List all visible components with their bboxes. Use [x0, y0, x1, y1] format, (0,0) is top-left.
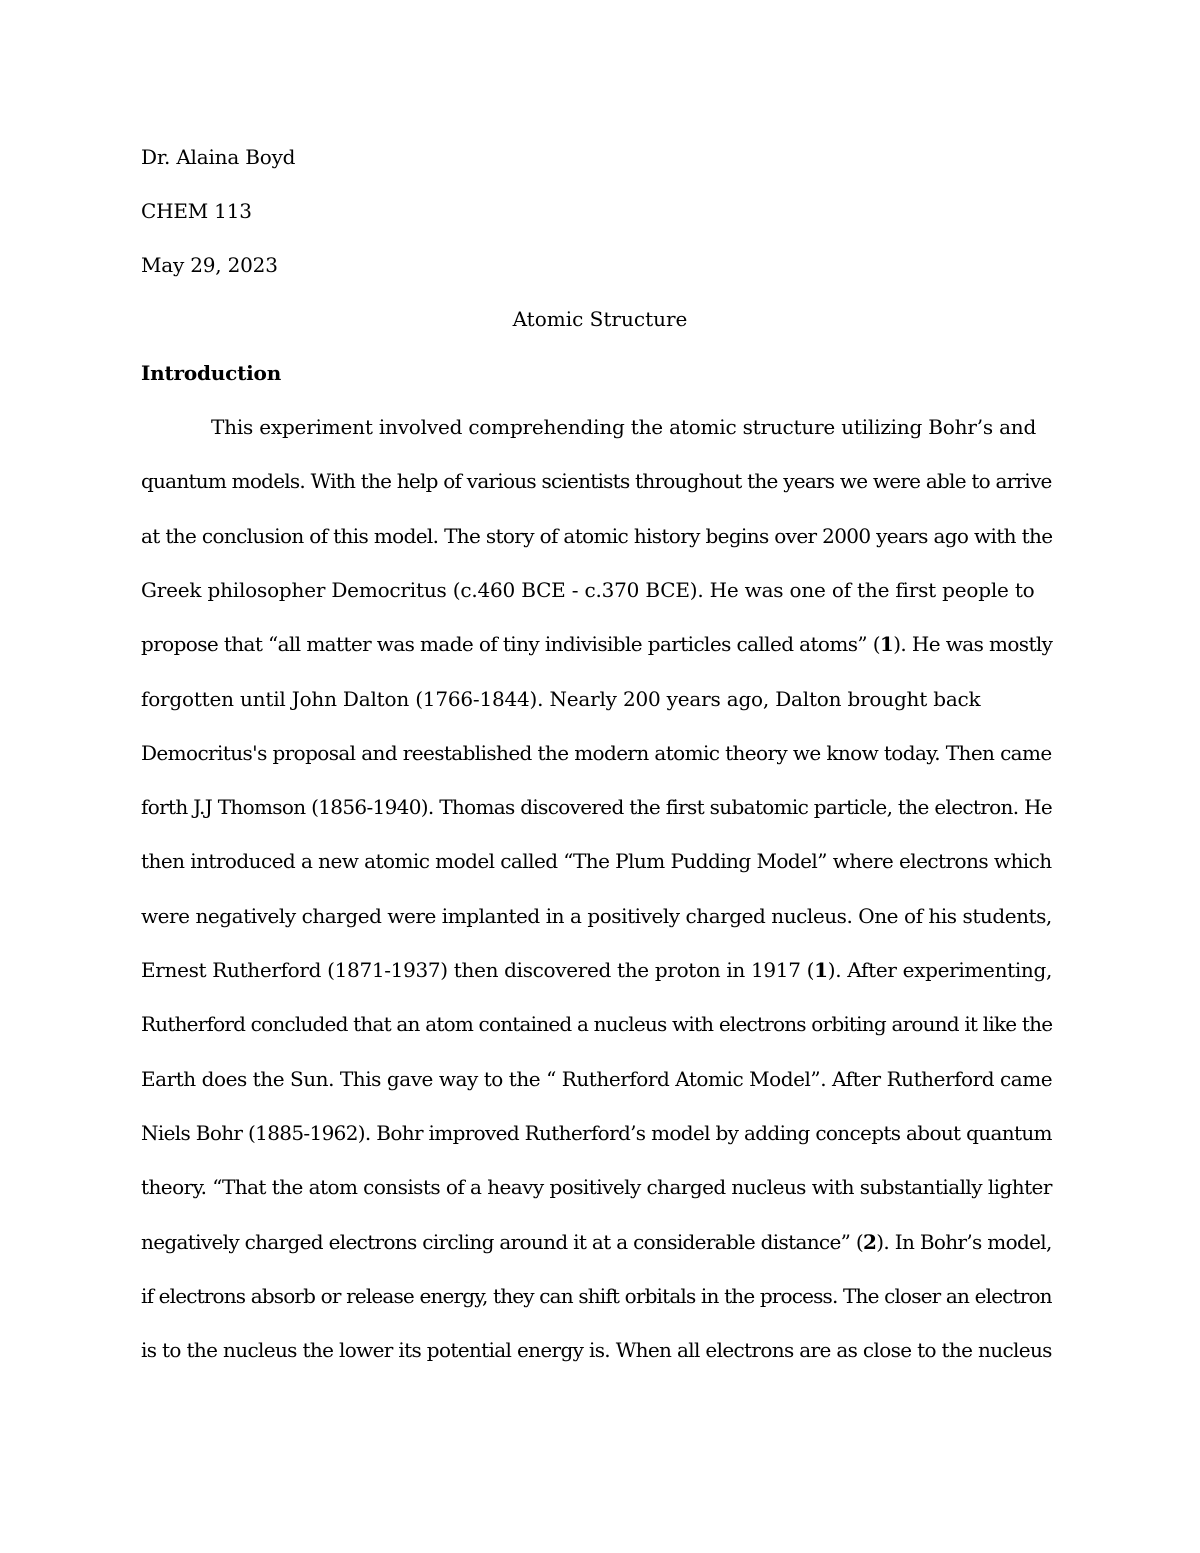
paragraph-line [141, 469, 1052, 493]
line-text-continued: ). After experimenting, [827, 958, 1052, 982]
paragraph-line [141, 904, 1052, 928]
paragraph-line [141, 1230, 1052, 1254]
line-text: Rutherford concluded that an atom contained a nucleus with electrons orbiting around it like the [141, 1012, 1053, 1036]
line-text: Niels Bohr (1885-1962). Bohr improved Rutherford’s model by adding concepts about quantum [141, 1121, 1052, 1145]
citation-number: 2 [862, 1230, 877, 1254]
paragraph-line [141, 1067, 1052, 1091]
line-text: were negatively charged were implanted in a positively charged nucleus. One of his students, [141, 904, 1052, 928]
line-text: quantum models. With the help of various scientists throughout the years we were able to arrive [141, 469, 1052, 493]
paragraph-line [141, 687, 980, 711]
line-text-continued: ). He was mostly [893, 632, 1053, 656]
paragraph-line [141, 1338, 1052, 1362]
paragraph-line [141, 1175, 1052, 1199]
course-code: CHEM 113 [141, 199, 252, 223]
instructor-name: Dr. Alaina Boyd [141, 145, 296, 169]
line-text: then introduced a new atomic model called “The Plum Pudding Model” where electrons which [141, 849, 1052, 873]
line-text: Greek philosopher Democritus (c.460 BCE - c.370 BCE). He was one of the first people to [141, 578, 1035, 602]
paragraph-line [141, 795, 1052, 819]
paragraph-line [141, 741, 1052, 765]
paragraph-line [141, 1284, 1052, 1308]
line-text: Ernest Rutherford (1871-1937) then discovered the proton in 1917 ( [141, 958, 815, 982]
paragraph-line [211, 415, 1036, 439]
citation-number: 1 [814, 958, 828, 982]
paragraph-line [141, 1121, 1052, 1145]
document-title: Atomic Structure [512, 307, 688, 331]
paragraph-line [141, 632, 1052, 656]
line-text: This experiment involved comprehending the atomic structure utilizing Bohr’s and [211, 415, 1037, 439]
paragraph-line [141, 578, 1035, 602]
line-text: if electrons absorb or release energy, they can shift orbitals in the process. The closer an electron [141, 1284, 1052, 1308]
line-text: forgotten until John Dalton (1766-1844). Nearly 200 years ago, Dalton brought back [141, 687, 981, 711]
citation-number: 1 [879, 632, 894, 656]
line-text-continued: ). In Bohr’s model, [876, 1230, 1052, 1254]
line-text: theory. “That the atom consists of a heavy positively charged nucleus with substantially lighter [141, 1175, 1052, 1199]
paragraph-line [141, 1012, 1052, 1036]
line-text: Earth does the Sun. This gave way to the “ Rutherford Atomic Model”. After Rutherford came [141, 1067, 1053, 1091]
line-text: Democritus's proposal and reestablished the modern atomic theory we know today. Then came [141, 741, 1052, 765]
line-text: negatively charged electrons circling around it at a considerable distance” ( [141, 1230, 863, 1254]
line-text: at the conclusion of this model. The story of atomic history begins over 2000 years ago with the [141, 524, 1053, 548]
section-heading: Introduction [141, 361, 282, 385]
line-text: forth J.J Thomson (1856-1940). Thomas discovered the first subatomic particle, the electron. He [141, 795, 1053, 819]
paragraph-line [141, 524, 1052, 548]
document-date: May 29, 2023 [141, 253, 278, 277]
line-text: is to the nucleus the lower its potential energy is. When all electrons are as close to the nucleus [141, 1338, 1052, 1362]
line-text: propose that “all matter was made of tiny indivisible particles called atoms” ( [141, 632, 880, 656]
paragraph-line [141, 958, 1052, 982]
paragraph-line [141, 849, 1052, 873]
